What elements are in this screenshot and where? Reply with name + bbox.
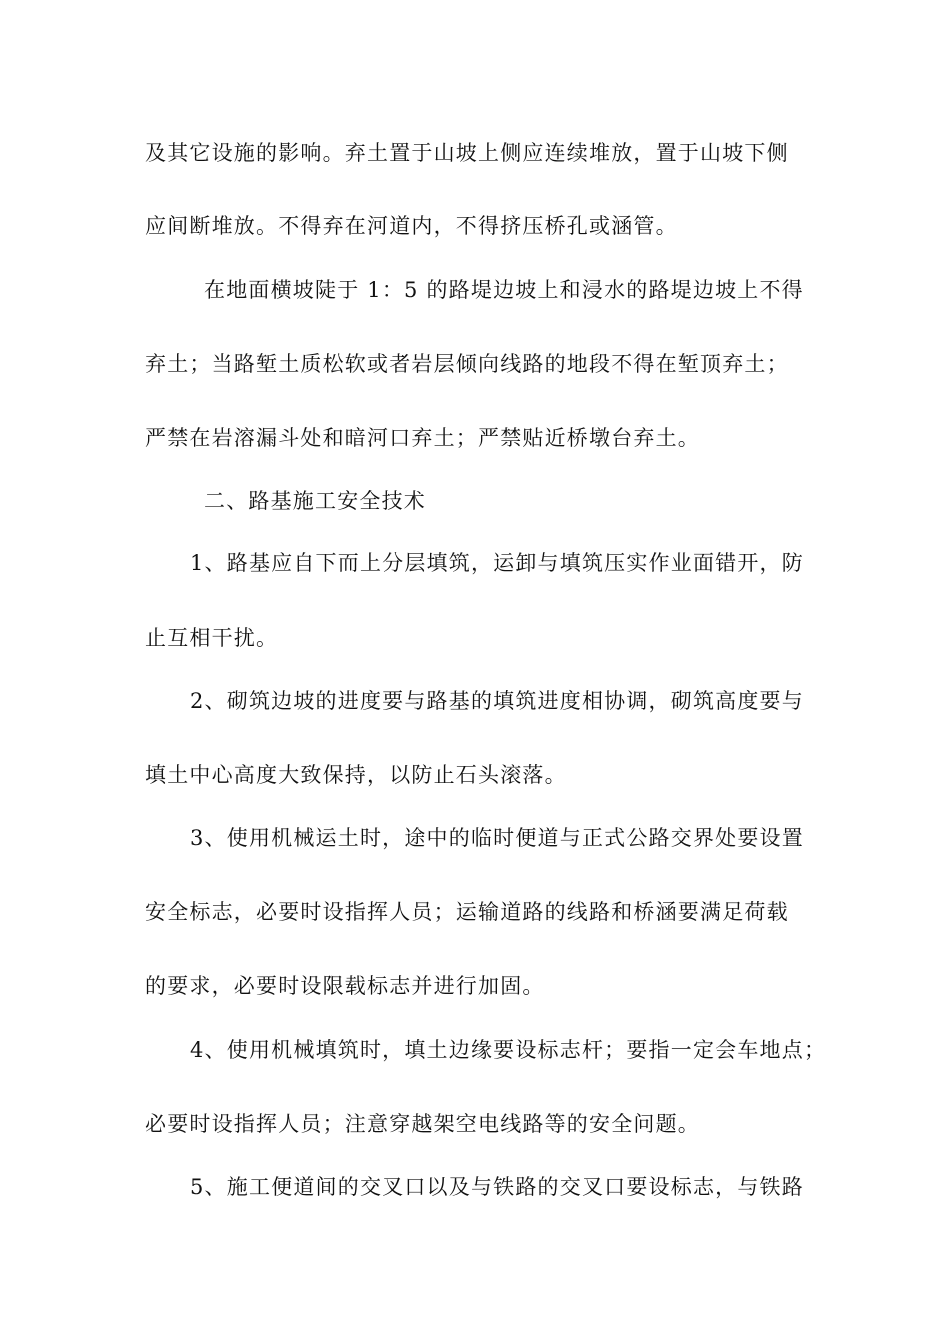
item-2-line-1: 2、砌筑边坡的进度要与路基的填筑进度相协调，砌筑高度要与 — [190, 689, 804, 713]
section-heading: 二、路基施工安全技术 — [204, 489, 426, 513]
item-4-line-2: 必要时设指挥人员；注意穿越架空电线路等的安全问题。 — [145, 1112, 700, 1136]
text-line-1: 及其它设施的影响。弃土置于山坡上侧应连续堆放，置于山坡下侧 — [145, 141, 789, 165]
item-3-line-1: 3、使用机械运土时，途中的临时便道与正式公路交界处要设置 — [190, 826, 804, 850]
item-5-line-1: 5、施工便道间的交叉口以及与铁路的交叉口要设标志，与铁路 — [190, 1175, 804, 1199]
text-line-4: 弃土；当路堑土质松软或者岩层倾向线路的地段不得在堑顶弃土； — [145, 352, 789, 376]
item-2-line-2: 填土中心高度大致保持，以防止石头滚落。 — [145, 763, 567, 787]
item-3-line-2: 安全标志，必要时设指挥人员；运输道路的线路和桥涵要满足荷载 — [145, 900, 789, 924]
item-1-line-2: 止互相干扰。 — [145, 626, 279, 650]
paragraph-indented-line: 在地面横坡陡于 1：5 的路堤边坡上和浸水的路堤边坡上不得 — [204, 278, 804, 302]
text-line-2: 应间断堆放。不得弃在河道内，不得挤压桥孔或涵管。 — [145, 214, 678, 238]
item-1-line-1: 1、路基应自下而上分层填筑，运卸与填筑压实作业面错开，防 — [190, 551, 804, 575]
text-line-5: 严禁在岩溶漏斗处和暗河口弃土；严禁贴近桥墩台弃土。 — [145, 426, 700, 450]
item-4-line-1: 4、使用机械填筑时，填土边缘要设标志杆；要指一定会车地点； — [190, 1038, 827, 1062]
item-3-line-3: 的要求，必要时设限载标志并进行加固。 — [145, 974, 545, 998]
